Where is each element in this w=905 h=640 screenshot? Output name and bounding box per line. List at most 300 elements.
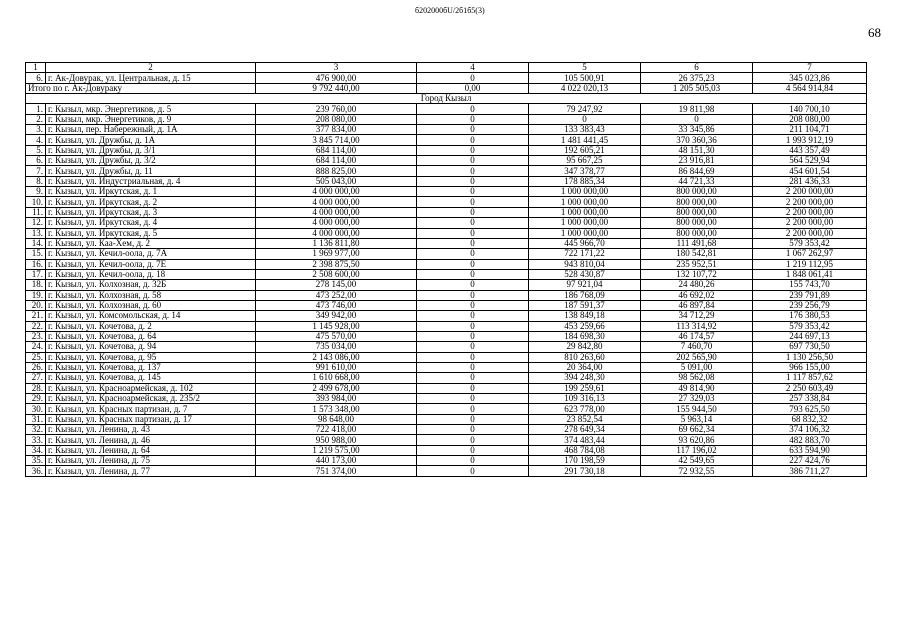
row-number: 14. <box>26 238 46 248</box>
row-number: 27. <box>26 373 46 383</box>
row-number: 11. <box>26 207 46 217</box>
value-cell: 93 620,86 <box>641 435 753 445</box>
address-cell: г. Кызыл, ул. Дружбы, д. 11 <box>46 166 256 176</box>
table-row <box>26 73 867 83</box>
value-cell: 227 424,76 <box>753 456 867 466</box>
table-row <box>26 300 867 310</box>
row-number: 30. <box>26 404 46 414</box>
value-cell: 278 145,00 <box>256 280 417 290</box>
address-cell: г. Кызыл, ул. Иркутская, д. 3 <box>46 207 256 217</box>
row-number: 12. <box>26 218 46 228</box>
value-cell: 1 000 000,00 <box>529 228 641 238</box>
header-cell: 1 <box>26 63 46 73</box>
address-cell: г. Кызыл, ул. Красных партизан, д. 7 <box>46 404 256 414</box>
row-number: 36. <box>26 466 46 476</box>
value-cell: 239 791,89 <box>753 290 867 300</box>
value-cell: 278 649,34 <box>529 425 641 435</box>
table-row <box>26 311 867 321</box>
value-cell: 0 <box>417 135 529 145</box>
row-number: 16. <box>26 259 46 269</box>
value-cell: 187 591,37 <box>529 300 641 310</box>
value-cell: 0 <box>417 342 529 352</box>
value-cell: 291 730,18 <box>529 466 641 476</box>
value-cell: 345 023,86 <box>753 73 867 83</box>
value-cell: 2 499 678,00 <box>256 383 417 393</box>
table-row <box>26 331 867 341</box>
subtotal-value: 1 205 505,03 <box>641 83 753 93</box>
header-row <box>26 63 867 73</box>
value-cell: 1 610 668,00 <box>256 373 417 383</box>
value-cell: 138 849,18 <box>529 311 641 321</box>
subtotal-label: Итого по г. Ак-Довураку <box>26 83 256 93</box>
value-cell: 0 <box>417 125 529 135</box>
table-row <box>26 166 867 176</box>
value-cell: 19 811,98 <box>641 104 753 114</box>
address-cell: г. Кызыл, ул. Кочетова, д. 2 <box>46 321 256 331</box>
value-cell: 0 <box>417 73 529 83</box>
value-cell: 186 768,09 <box>529 290 641 300</box>
value-cell: 633 594,90 <box>753 445 867 455</box>
table-row <box>26 228 867 238</box>
value-cell: 1 117 857,62 <box>753 373 867 383</box>
value-cell: 476 900,00 <box>256 73 417 83</box>
value-cell: 1 219 112,95 <box>753 259 867 269</box>
value-cell: 49 814,90 <box>641 383 753 393</box>
value-cell: 374 483,44 <box>529 435 641 445</box>
value-cell: 0 <box>417 114 529 124</box>
header-cell: 6 <box>641 63 753 73</box>
value-cell: 0 <box>417 280 529 290</box>
address-cell: г. Кызыл, ул. Иркутская, д. 4 <box>46 218 256 228</box>
address-cell: г. Кызыл, мкр. Энергетиков, д. 9 <box>46 114 256 124</box>
address-cell: г. Кызыл, ул. Колхозная, д. 32Б <box>46 280 256 290</box>
value-cell: 111 491,68 <box>641 238 753 248</box>
table-row <box>26 125 867 135</box>
value-cell: 468 784,08 <box>529 445 641 455</box>
value-cell: 1 969 977,00 <box>256 249 417 259</box>
address-cell: г. Кызыл, ул. Кочетова, д. 137 <box>46 362 256 372</box>
value-cell: 176 380,53 <box>753 311 867 321</box>
address-cell: г. Ак-Довурак, ул. Центральная, д. 15 <box>46 73 256 83</box>
value-cell: 155 743,70 <box>753 280 867 290</box>
value-cell: 0 <box>417 145 529 155</box>
value-cell: 109 316,13 <box>529 394 641 404</box>
row-number: 33. <box>26 435 46 445</box>
value-cell: 1 000 000,00 <box>529 187 641 197</box>
value-cell: 46 174,57 <box>641 331 753 341</box>
value-cell: 751 374,00 <box>256 466 417 476</box>
value-cell: 170 198,59 <box>529 456 641 466</box>
table-row <box>26 135 867 145</box>
value-cell: 4 000 000,00 <box>256 207 417 217</box>
table-row <box>26 259 867 269</box>
value-cell: 810 263,60 <box>529 352 641 362</box>
value-cell: 2 508 600,00 <box>256 269 417 279</box>
value-cell: 800 000,00 <box>641 218 753 228</box>
row-number: 18. <box>26 280 46 290</box>
row-number: 26. <box>26 362 46 372</box>
value-cell: 722 171,22 <box>529 249 641 259</box>
address-cell: г. Кызыл, ул. Кечил-оола, д. 7Е <box>46 259 256 269</box>
row-number: 22. <box>26 321 46 331</box>
value-cell: 235 952,51 <box>641 259 753 269</box>
value-cell: 257 338,84 <box>753 394 867 404</box>
table-row <box>26 321 867 331</box>
table-row <box>26 269 867 279</box>
value-cell: 443 357,49 <box>753 145 867 155</box>
row-number: 1. <box>26 104 46 114</box>
table-body <box>26 63 867 477</box>
value-cell: 349 942,00 <box>256 311 417 321</box>
row-number: 7. <box>26 166 46 176</box>
value-cell: 0 <box>417 197 529 207</box>
value-cell: 29 842,80 <box>529 342 641 352</box>
value-cell: 2 200 000,00 <box>753 228 867 238</box>
value-cell: 105 500,91 <box>529 73 641 83</box>
value-cell: 5 963,14 <box>641 414 753 424</box>
row-number: 8. <box>26 176 46 186</box>
table-row <box>26 352 867 362</box>
value-cell: 1 000 000,00 <box>529 218 641 228</box>
value-cell: 133 383,43 <box>529 125 641 135</box>
value-cell: 4 000 000,00 <box>256 228 417 238</box>
address-cell: г. Кызыл, ул. Каа-Хем, д. 2 <box>46 238 256 248</box>
value-cell: 1 481 441,45 <box>529 135 641 145</box>
row-number: 10. <box>26 197 46 207</box>
value-cell: 1 136 811,80 <box>256 238 417 248</box>
address-cell: г. Кызыл, ул. Иркутская, д. 1 <box>46 187 256 197</box>
value-cell: 0 <box>417 300 529 310</box>
value-cell: 0 <box>417 290 529 300</box>
value-cell: 473 746,00 <box>256 300 417 310</box>
value-cell: 0 <box>417 259 529 269</box>
value-cell: 0 <box>417 321 529 331</box>
value-cell: 888 825,00 <box>256 166 417 176</box>
value-cell: 0 <box>417 352 529 362</box>
value-cell: 199 259,61 <box>529 383 641 393</box>
value-cell: 0 <box>641 114 753 124</box>
value-cell: 394 248,30 <box>529 373 641 383</box>
value-cell: 0 <box>417 383 529 393</box>
value-cell: 0 <box>417 104 529 114</box>
row-number: 15. <box>26 249 46 259</box>
value-cell: 178 885,34 <box>529 176 641 186</box>
value-cell: 2 398 875,50 <box>256 259 417 269</box>
value-cell: 800 000,00 <box>641 207 753 217</box>
value-cell: 0 <box>417 176 529 186</box>
value-cell: 1 219 575,00 <box>256 445 417 455</box>
address-cell: г. Кызыл, ул. Дружбы, д. 1А <box>46 135 256 145</box>
value-cell: 46 897,84 <box>641 300 753 310</box>
value-cell: 0 <box>417 249 529 259</box>
table-row <box>26 414 867 424</box>
value-cell: 800 000,00 <box>641 228 753 238</box>
value-cell: 0 <box>417 404 529 414</box>
value-cell: 155 944,50 <box>641 404 753 414</box>
row-number: 31. <box>26 414 46 424</box>
value-cell: 79 247,92 <box>529 104 641 114</box>
value-cell: 26 375,23 <box>641 73 753 83</box>
address-cell: г. Кызыл, пер. Набережный, д. 1А <box>46 125 256 135</box>
address-cell: г. Кызыл, ул. Ленина, д. 43 <box>46 425 256 435</box>
value-cell: 0 <box>417 269 529 279</box>
value-cell: 117 196,02 <box>641 445 753 455</box>
header-cell: 5 <box>529 63 641 73</box>
row-number: 32. <box>26 425 46 435</box>
value-cell: 4 000 000,00 <box>256 197 417 207</box>
value-cell: 347 378,77 <box>529 166 641 176</box>
value-cell: 1 000 000,00 <box>529 197 641 207</box>
value-cell: 579 353,42 <box>753 321 867 331</box>
value-cell: 1 993 912,19 <box>753 135 867 145</box>
value-cell: 68 832,32 <box>753 414 867 424</box>
value-cell: 3 845 714,00 <box>256 135 417 145</box>
subtotal-value: 4 022 020,13 <box>529 83 641 93</box>
value-cell: 69 662,34 <box>641 425 753 435</box>
value-cell: 98 562,08 <box>641 373 753 383</box>
row-number: 13. <box>26 228 46 238</box>
value-cell: 377 834,00 <box>256 125 417 135</box>
subtotal-value: 0,00 <box>417 83 529 93</box>
value-cell: 2 143 086,00 <box>256 352 417 362</box>
value-cell: 1 848 061,41 <box>753 269 867 279</box>
value-cell: 244 697,13 <box>753 331 867 341</box>
row-number: 3. <box>26 125 46 135</box>
table-row <box>26 445 867 455</box>
value-cell: 208 080,00 <box>256 114 417 124</box>
value-cell: 4 000 000,00 <box>256 218 417 228</box>
address-cell: г. Кызыл, ул. Кочетова, д. 145 <box>46 373 256 383</box>
value-cell: 454 601,54 <box>753 166 867 176</box>
value-cell: 1 573 348,00 <box>256 404 417 414</box>
value-cell: 4 000 000,00 <box>256 187 417 197</box>
value-cell: 684 114,00 <box>256 145 417 155</box>
value-cell: 0 <box>417 156 529 166</box>
value-cell: 0 <box>417 435 529 445</box>
value-cell: 445 966,70 <box>529 238 641 248</box>
value-cell: 86 844,69 <box>641 166 753 176</box>
table-row <box>26 114 867 124</box>
value-cell: 20 364,00 <box>529 362 641 372</box>
value-cell: 386 711,27 <box>753 466 867 476</box>
value-cell: 393 984,00 <box>256 394 417 404</box>
row-number: 9. <box>26 187 46 197</box>
row-number: 34. <box>26 445 46 455</box>
value-cell: 0 <box>417 466 529 476</box>
section-title: Город Кызыл <box>26 94 867 104</box>
address-cell: г. Кызыл, ул. Дружбы, д. 3/1 <box>46 145 256 155</box>
value-cell: 44 721,33 <box>641 176 753 186</box>
value-cell: 1 000 000,00 <box>529 207 641 217</box>
value-cell: 281 436,33 <box>753 176 867 186</box>
value-cell: 211 104,71 <box>753 125 867 135</box>
row-number: 21. <box>26 311 46 321</box>
address-cell: г. Кызыл, ул. Иркутская, д. 2 <box>46 197 256 207</box>
row-number: 2. <box>26 114 46 124</box>
value-cell: 482 883,70 <box>753 435 867 445</box>
value-cell: 991 610,00 <box>256 362 417 372</box>
value-cell: 132 107,72 <box>641 269 753 279</box>
address-cell: г. Кызыл, мкр. Энергетиков, д. 5 <box>46 104 256 114</box>
address-cell: г. Кызыл, ул. Колхозная, д. 58 <box>46 290 256 300</box>
address-cell: г. Кызыл, ул. Дружбы, д. 3/2 <box>46 156 256 166</box>
header-cell: 7 <box>753 63 867 73</box>
value-cell: 2 200 000,00 <box>753 207 867 217</box>
table-row <box>26 197 867 207</box>
row-number: 25. <box>26 352 46 362</box>
value-cell: 0 <box>417 228 529 238</box>
table-row <box>26 176 867 186</box>
table-row <box>26 249 867 259</box>
row-number: 20. <box>26 300 46 310</box>
value-cell: 0 <box>417 218 529 228</box>
row-number: 6. <box>26 156 46 166</box>
value-cell: 800 000,00 <box>641 187 753 197</box>
value-cell: 722 418,00 <box>256 425 417 435</box>
address-cell: г. Кызыл, ул. Индустриальная, д. 4 <box>46 176 256 186</box>
value-cell: 0 <box>417 414 529 424</box>
value-cell: 1 067 262,97 <box>753 249 867 259</box>
table-row <box>26 207 867 217</box>
value-cell: 48 151,30 <box>641 145 753 155</box>
address-cell: г. Кызыл, ул. Ленина, д. 77 <box>46 466 256 476</box>
header-cell: 3 <box>256 63 417 73</box>
value-cell: 2 200 000,00 <box>753 218 867 228</box>
value-cell: 0 <box>417 207 529 217</box>
value-cell: 564 529,94 <box>753 156 867 166</box>
value-cell: 0 <box>417 373 529 383</box>
value-cell: 42 549,65 <box>641 456 753 466</box>
value-cell: 98 648,00 <box>256 414 417 424</box>
table-row <box>26 425 867 435</box>
value-cell: 800 000,00 <box>641 197 753 207</box>
value-cell: 2 250 603,49 <box>753 383 867 393</box>
value-cell: 735 034,00 <box>256 342 417 352</box>
table-row <box>26 238 867 248</box>
row-number: 28. <box>26 383 46 393</box>
value-cell: 2 200 000,00 <box>753 197 867 207</box>
address-cell: г. Кызыл, ул. Красных партизан, д. 17 <box>46 414 256 424</box>
address-cell: г. Кызыл, ул. Комсомольская, д. 14 <box>46 311 256 321</box>
table-row <box>26 456 867 466</box>
value-cell: 180 542,81 <box>641 249 753 259</box>
table-row <box>26 466 867 476</box>
value-cell: 473 252,00 <box>256 290 417 300</box>
value-cell: 793 625,50 <box>753 404 867 414</box>
table-row <box>26 342 867 352</box>
value-cell: 0 <box>417 238 529 248</box>
value-cell: 966 155,00 <box>753 362 867 372</box>
value-cell: 208 080,00 <box>753 114 867 124</box>
value-cell: 24 480,26 <box>641 280 753 290</box>
table-row <box>26 373 867 383</box>
table-row <box>26 362 867 372</box>
address-cell: г. Кызыл, ул. Ленина, д. 46 <box>46 435 256 445</box>
value-cell: 528 430,87 <box>529 269 641 279</box>
subtotal-value: 9 792 440,00 <box>256 83 417 93</box>
table-row <box>26 404 867 414</box>
value-cell: 7 460,70 <box>641 342 753 352</box>
address-cell: г. Кызыл, ул. Красноармейская, д. 102 <box>46 383 256 393</box>
table-row <box>26 435 867 445</box>
value-cell: 202 565,90 <box>641 352 753 362</box>
address-cell: г. Кызыл, ул. Кочетова, д. 64 <box>46 331 256 341</box>
value-cell: 27 329,03 <box>641 394 753 404</box>
address-cell: г. Кызыл, ул. Иркутская, д. 5 <box>46 228 256 238</box>
value-cell: 684 114,00 <box>256 156 417 166</box>
value-cell: 0 <box>417 425 529 435</box>
value-cell: 23 916,81 <box>641 156 753 166</box>
value-cell: 697 730,50 <box>753 342 867 352</box>
address-cell: г. Кызыл, ул. Кечил-оола, д. 7А <box>46 249 256 259</box>
value-cell: 0 <box>417 166 529 176</box>
value-cell: 46 692,02 <box>641 290 753 300</box>
value-cell: 0 <box>417 445 529 455</box>
value-cell: 0 <box>417 187 529 197</box>
value-cell: 5 091,00 <box>641 362 753 372</box>
value-cell: 113 314,92 <box>641 321 753 331</box>
value-cell: 1 130 256,50 <box>753 352 867 362</box>
page-number: 68 <box>868 25 881 40</box>
value-cell: 23 852,54 <box>529 414 641 424</box>
value-cell: 1 145 928,00 <box>256 321 417 331</box>
value-cell: 33 345,86 <box>641 125 753 135</box>
value-cell: 950 988,00 <box>256 435 417 445</box>
table-row <box>26 145 867 155</box>
row-number: 29. <box>26 394 46 404</box>
document-code: б202000бU/2б1б5(3) <box>415 6 485 15</box>
row-number: 4. <box>26 135 46 145</box>
table-row <box>26 187 867 197</box>
value-cell: 97 921,04 <box>529 280 641 290</box>
value-cell: 475 570,00 <box>256 331 417 341</box>
table-row <box>26 104 867 114</box>
row-number: 19. <box>26 290 46 300</box>
table-row <box>26 394 867 404</box>
table-row <box>26 218 867 228</box>
table-row <box>26 290 867 300</box>
header-cell: 4 <box>417 63 529 73</box>
row-number: 24. <box>26 342 46 352</box>
value-cell: 579 353,42 <box>753 238 867 248</box>
value-cell: 623 778,00 <box>529 404 641 414</box>
header-cell: 2 <box>46 63 256 73</box>
value-cell: 72 932,55 <box>641 466 753 476</box>
row-number: 5. <box>26 145 46 155</box>
table-row <box>26 156 867 166</box>
row-number: 6. <box>26 73 46 83</box>
value-cell: 34 712,29 <box>641 311 753 321</box>
address-cell: г. Кызыл, ул. Колхозная, д. 60 <box>46 300 256 310</box>
address-cell: г. Кызыл, ул. Ленина, д. 64 <box>46 445 256 455</box>
address-cell: г. Кызыл, ул. Кочетова, д. 95 <box>46 352 256 362</box>
value-cell: 505 043,00 <box>256 176 417 186</box>
value-cell: 192 605,21 <box>529 145 641 155</box>
address-cell: г. Кызыл, ул. Кочетова, д. 94 <box>46 342 256 352</box>
value-cell: 374 106,32 <box>753 425 867 435</box>
value-cell: 95 667,25 <box>529 156 641 166</box>
value-cell: 440 173,00 <box>256 456 417 466</box>
subtotal-value: 4 564 914,84 <box>753 83 867 93</box>
address-cell: г. Кызыл, ул. Ленина, д. 75 <box>46 456 256 466</box>
data-table <box>25 62 867 477</box>
value-cell: 370 360,36 <box>641 135 753 145</box>
value-cell: 184 698,30 <box>529 331 641 341</box>
value-cell: 0 <box>417 331 529 341</box>
table-row <box>26 383 867 393</box>
value-cell: 0 <box>417 456 529 466</box>
value-cell: 0 <box>417 311 529 321</box>
